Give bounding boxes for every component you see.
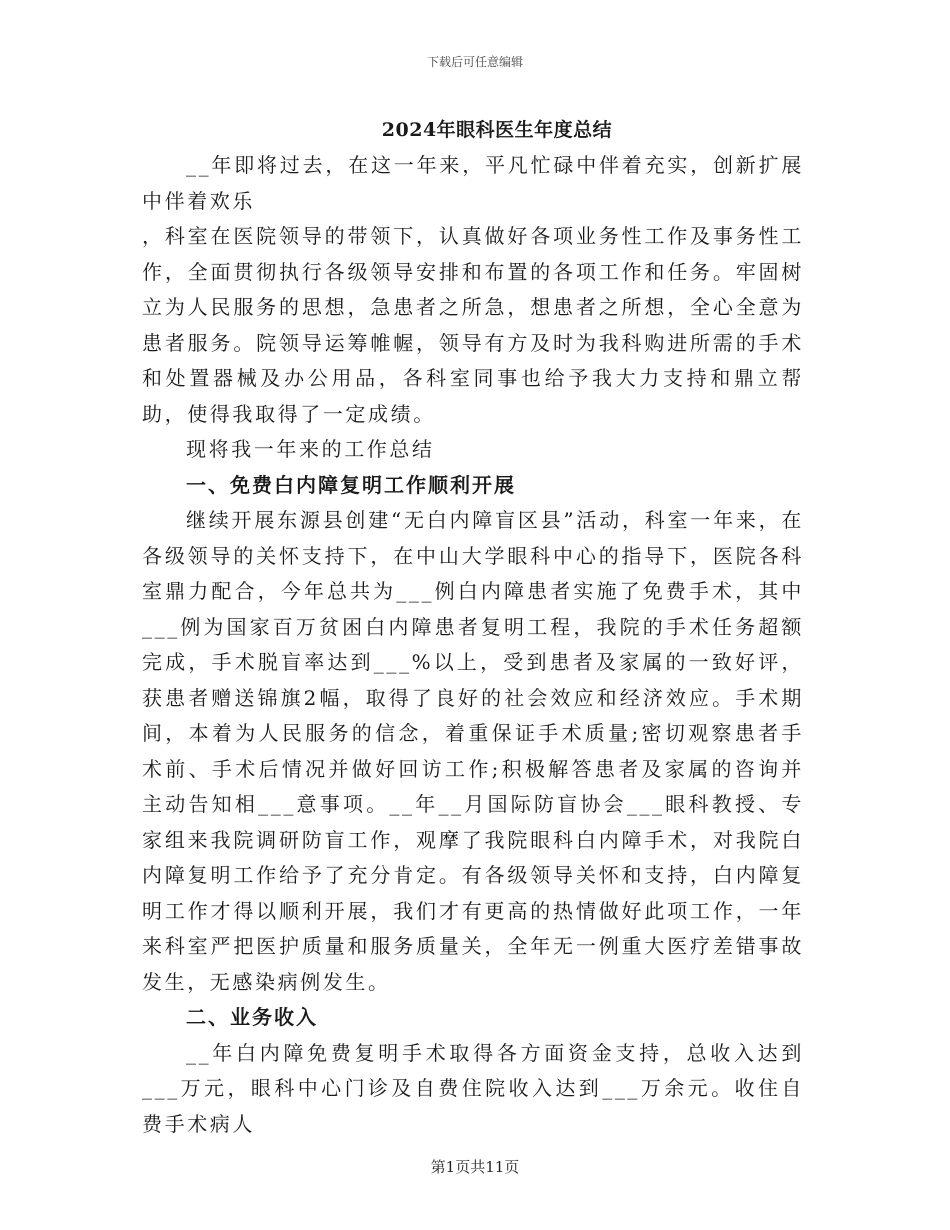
paragraph-income: __年白内障免费复明手术取得各方面资金支持，总收入达到___万元，眼科中心门诊及自费住院收入达到___万余元。收住自费手术病人 <box>142 1040 804 1136</box>
paragraph-department: ，科室在医院领导的带领下，认真做好各项业务性工作及事务性工作，全面贯彻执行各级领导安排和布置的各项工作和任务。牢固树立为人民服务的思想，急患者之所急，想患者之所想，全心全意为患者服务。院领导运筹帷幄，领导有方及时为我科购进所需的手术和处置器械及办公用品，各科室同事也给予我大力支持和鼎立帮助，使得我取得了一定成绩。 <box>142 224 804 426</box>
document-title: 2024年眼科医生年度总结 <box>381 119 613 141</box>
section-heading-1: 一、免费白内障复明工作顺利开展 <box>186 472 516 497</box>
document-body <box>142 148 804 1142</box>
paragraph-intro: __年即将过去，在这一年来，平凡忙碌中伴着充实，创新扩展中伴着欢乐 <box>142 153 804 213</box>
header-note: 下载后可任意编辑 <box>426 55 523 69</box>
section-heading-2: 二、业务收入 <box>186 1005 318 1029</box>
paragraph-cataract: 继续开展东源县创建“无白内障盲区县”活动，科室一年来，在各级领导的关怀支持下，在中山大学眼科中心的指导下，医院各科室鼎力配合，今年总共为___例白内障患者实施了免费手术，其中___例为国家百万贫困白内障患者复明工程，我院的手术任务超额完成，手术脱盲率达到___%以上，受到患者及家属的一致好评，获患者赠送锦旗2幅，取得了良好的社会效应和经济效应。手术期间，本着为人民服务的信念，着重保证手术质量;密切观察患者手术前、手术后情况并做好回访工作;积极解答患者及家属的咨询并主动告知相___意事项。__年__月国际防盲协会___眼科教授、专家组来我院调研防盲工作，观摩了我院眼科白内障手术，对我院白内障复明工作给予了充分肯定。有各级领导关怀和支持，白内障复明工作才得以顺利开展，我们才有更高的热情做好此项工作，一年来科室严把医护质量和服务质量关，全年无一例重大医疗差错事故发生，无感染病例发生。 <box>142 508 804 994</box>
paragraph-summary-lead: 现将我一年来的工作总结 <box>186 437 435 461</box>
page-footer: 第1页共11页 <box>430 1158 520 1176</box>
